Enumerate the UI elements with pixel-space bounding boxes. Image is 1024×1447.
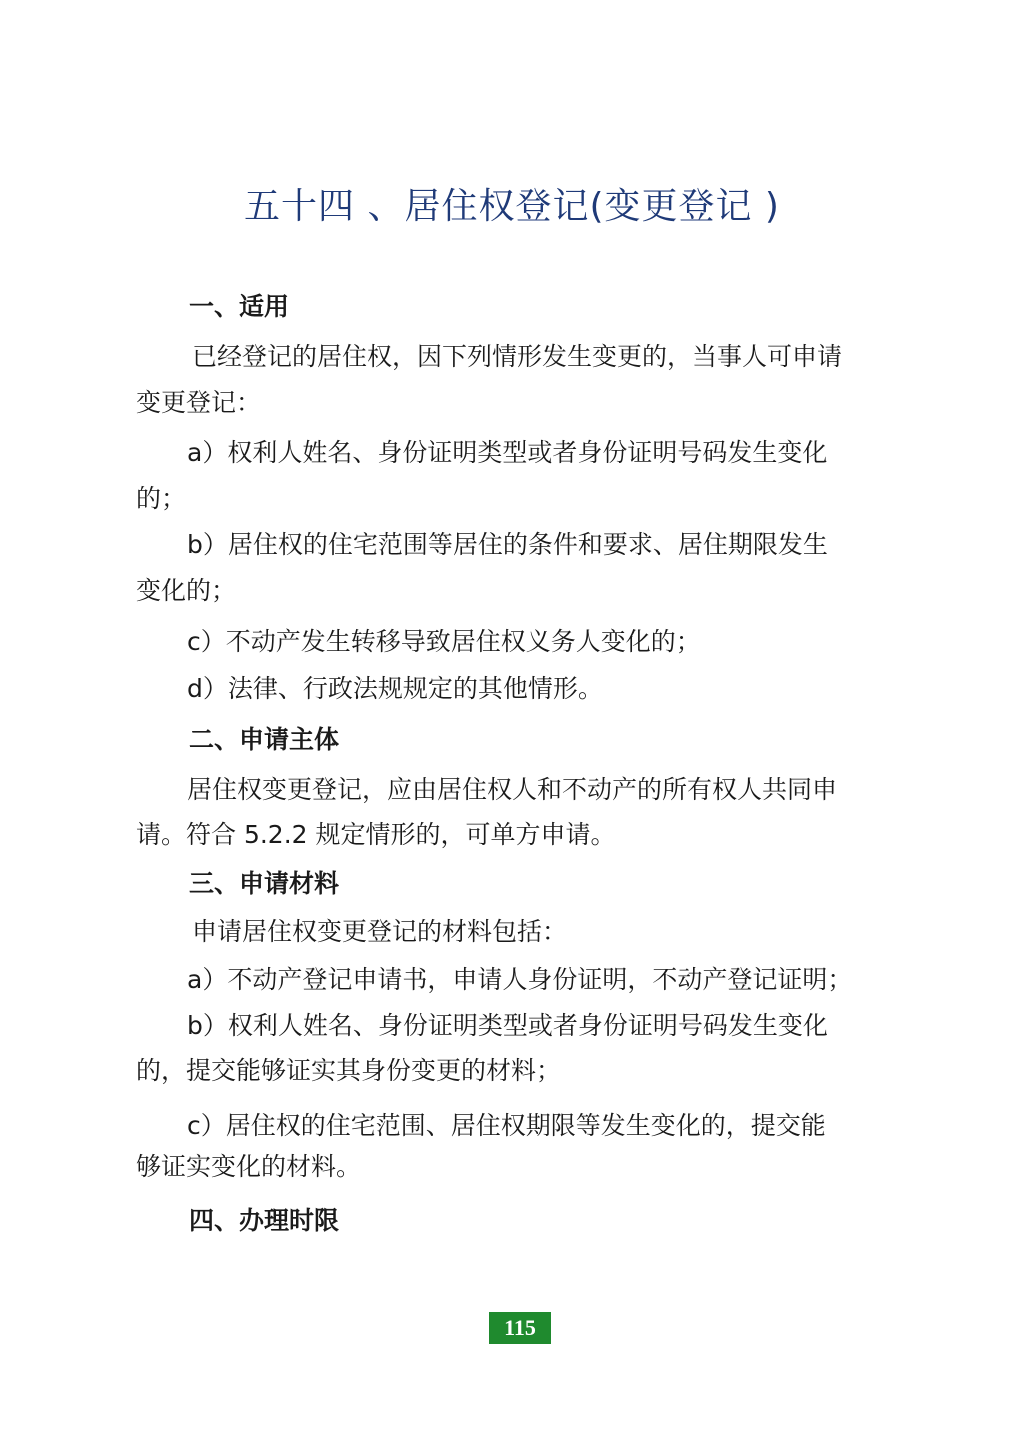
paragraph-line: 请。符合 5.2.2 规定情形的，可单方申请。 [136,820,616,849]
paragraph-line: 已经登记的居住权，因下列情形发生变更的，当事人可申请 [192,342,843,371]
paragraph-line: 变更登记： [136,388,262,417]
list-item-c: c）居住权的住宅范围、居住权期限等发生变化的，提交能 [187,1111,826,1140]
page-title: 五十四 、居住权登记(变更登记 ) [244,186,780,227]
list-item-c: c）不动产发生转移导致居住权义务人变化的； [187,627,701,656]
list-item-b: b）居住权的住宅范围等居住的条件和要求、居住期限发生 [187,530,828,559]
list-item-a-continued: 的； [136,484,187,513]
list-item-a: a）不动产登记申请书，申请人身份证明，不动产登记证明； [187,965,853,994]
list-item-b-continued: 变化的； [136,576,237,605]
section-heading-time-limit: 四、办理时限 [189,1206,340,1235]
list-item-b: b）权利人姓名、身份证明类型或者身份证明号码发生变化 [187,1011,828,1040]
list-item-a: a）权利人姓名、身份证明类型或者身份证明号码发生变化 [187,438,828,467]
section-heading-materials: 三、申请材料 [189,869,340,898]
list-item-c-continued: 够证实变化的材料。 [136,1152,362,1181]
page-number-badge: 115 [489,1312,551,1344]
section-heading-applicability: 一、适用 [189,292,290,321]
list-item-b-continued: 的，提交能够证实其身份变更的材料； [136,1056,562,1085]
paragraph-line: 申请居住权变更登记的材料包括： [192,917,568,946]
paragraph-line: 居住权变更登记，应由居住权人和不动产的所有权人共同申 [187,775,838,804]
list-item-d: d）法律、行政法规规定的其他情形。 [187,674,603,703]
section-heading-applicant: 二、申请主体 [189,725,340,754]
